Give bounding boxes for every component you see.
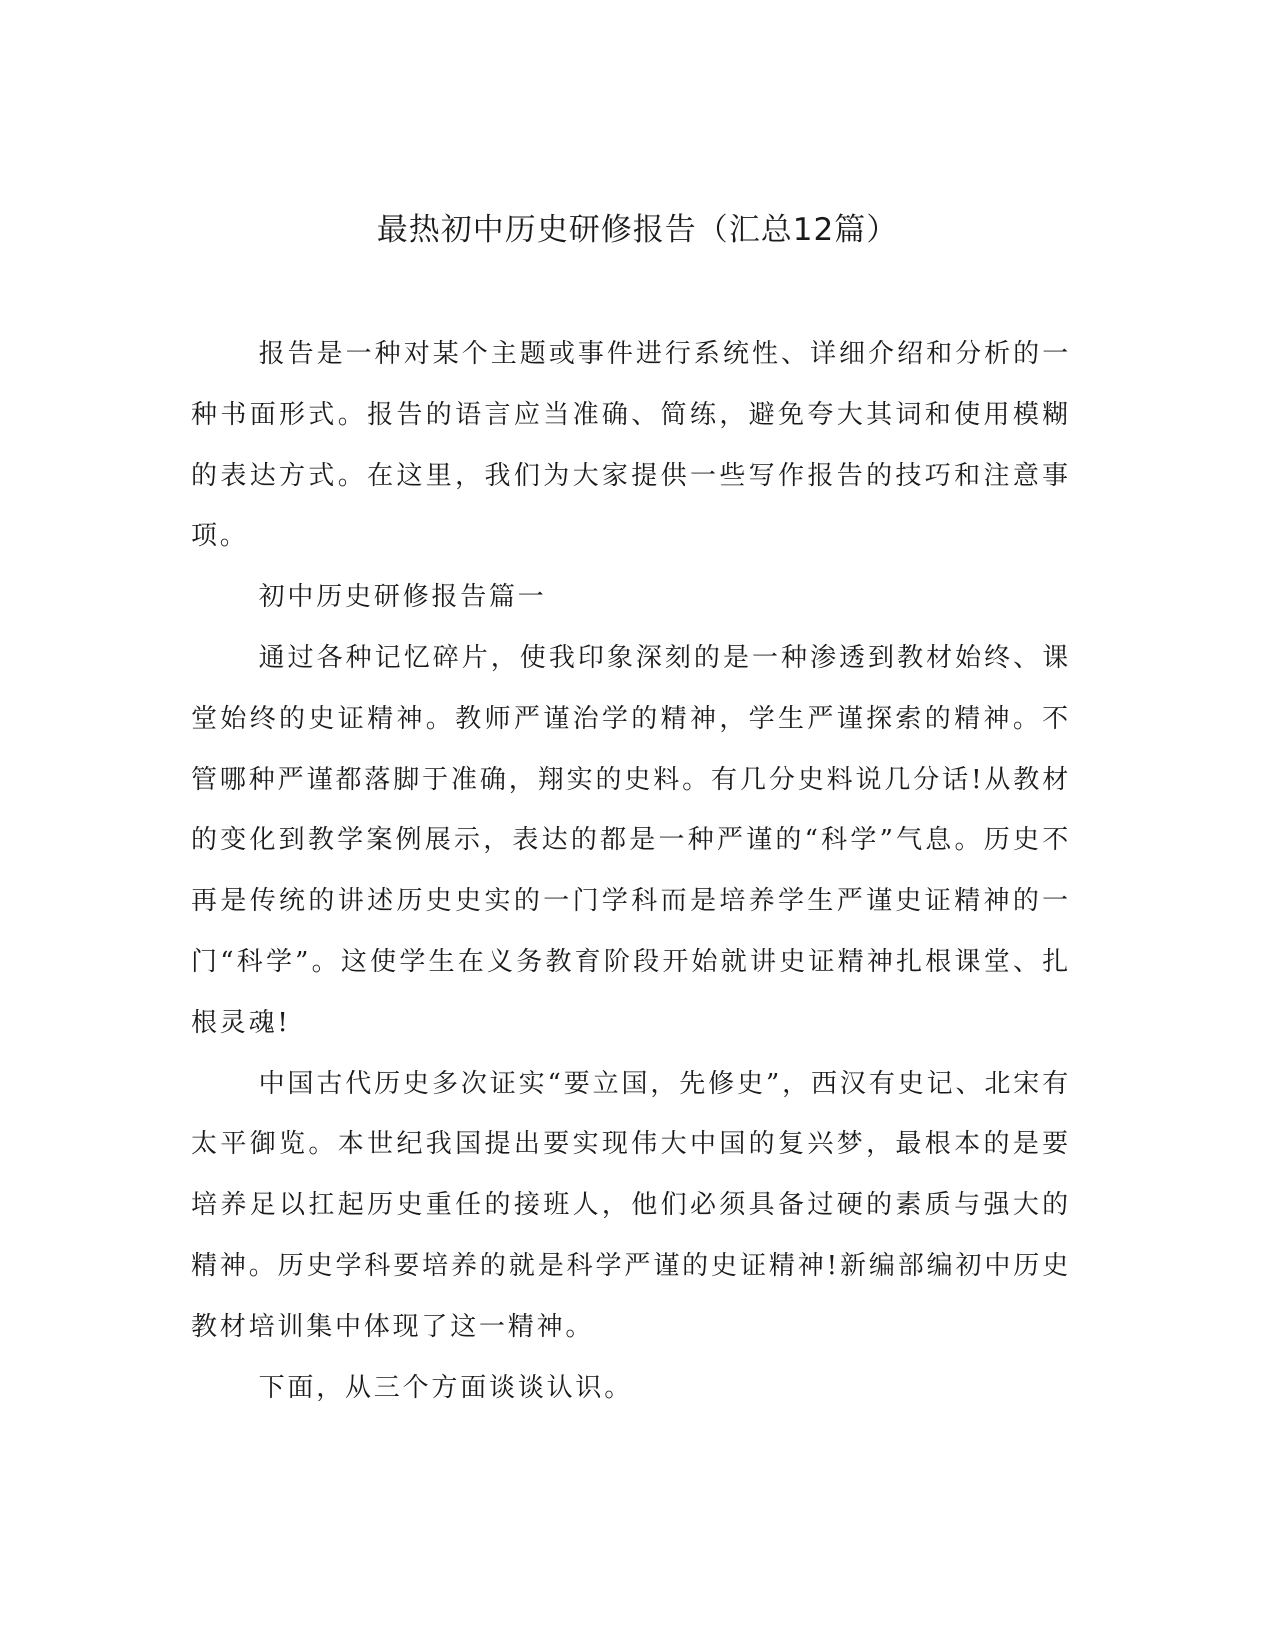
- body-paragraph: 中国古代历史多次证实“要立国，先修史”，西汉有史记、北宋有太平御览。本世纪我国提出要实现伟大中国的复兴梦，最根本的是要培养足以扛起历史重任的接班人，他们必须具备过硬的素质与强大的精神。历史学科要培养的就是科学严谨的史证精神!新编部编初中历史教材培训集中体现了这一精神。: [191, 1068, 1071, 1342]
- body-paragraph: 通过各种记忆碎片，使我印象深刻的是一种渗透到教材始终、课堂始终的史证精神。教师严谨治学的精神，学生严谨探索的精神。不管哪种严谨都落脚于准确，翔实的史料。有几分史料说几分话!从教材的变化到教学案例展示，表达的都是一种严谨的“科学”气息。历史不再是传统的讲述历史史实的一门学科而是培养学生严谨史证精神的一门“科学”。这使学生在义务教育阶段开始就讲史证精神扎根课堂、扎根灵魂!: [191, 642, 1071, 1038]
- document-body: [191, 324, 1071, 1418]
- body-paragraph: 下面，从三个方面谈谈认识。: [258, 1372, 633, 1403]
- document-title: 最热初中历史研修报告（汇总12篇）: [376, 212, 899, 248]
- section-heading: 初中历史研修报告篇一: [258, 582, 547, 613]
- intro-paragraph: 报告是一种对某个主题或事件进行系统性、详细介绍和分析的一种书面形式。报告的语言应当准确、简练，避免夸大其词和使用模糊的表达方式。在这里，我们为大家提供一些写作报告的技巧和注意事项。: [191, 339, 1071, 552]
